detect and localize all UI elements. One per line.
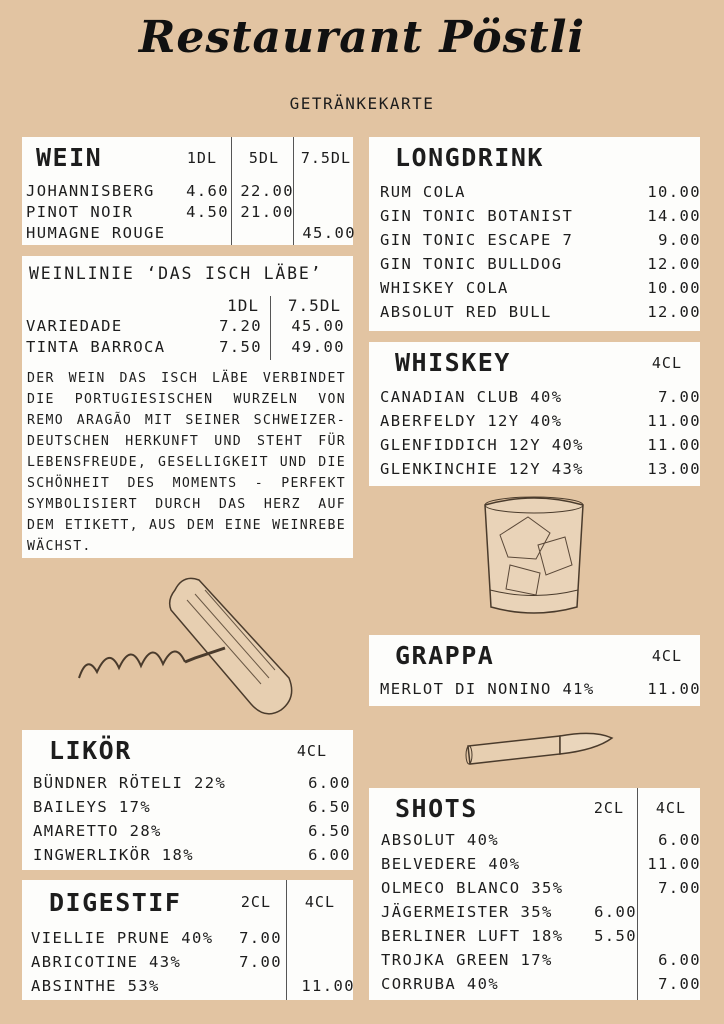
menu-item bbox=[31, 953, 353, 977]
item-price: 6.00 bbox=[658, 951, 701, 969]
item-name: GIN TONIC BULLDOG bbox=[380, 255, 563, 273]
item-name: BELVEDERE 40% bbox=[381, 855, 521, 873]
item-name: VARIEDADE bbox=[26, 317, 123, 335]
item-price: 7.00 bbox=[239, 953, 282, 971]
item-name: ABSINTHE 53% bbox=[31, 977, 160, 995]
item-name: ABERFELDY 12Y 40% bbox=[380, 412, 563, 430]
menu-item bbox=[26, 338, 353, 359]
item-price: 7.50 bbox=[219, 338, 262, 356]
col-header: 2CL bbox=[240, 893, 271, 911]
menu-item bbox=[380, 183, 700, 207]
item-name: TROJKA GREEN 17% bbox=[381, 951, 553, 969]
item-price: 11.00 bbox=[647, 855, 701, 873]
wein-section bbox=[22, 137, 356, 245]
item-name: BERLINER LUFT 18% bbox=[381, 927, 564, 945]
menu-item bbox=[381, 903, 700, 927]
menu-item bbox=[26, 224, 356, 245]
item-name: GIN TONIC BOTANIST bbox=[380, 207, 574, 225]
item-name: VIELLIE PRUNE 40% bbox=[31, 929, 214, 947]
menu-item bbox=[380, 303, 700, 327]
menu-item bbox=[381, 879, 700, 903]
menu-item bbox=[33, 774, 353, 798]
item-name: PINOT NOIR bbox=[26, 203, 134, 221]
bullet-illustration bbox=[464, 724, 614, 770]
item-price: 9.00 bbox=[658, 231, 701, 249]
item-price: 6.50 bbox=[308, 822, 351, 840]
wine-description: DER WEIN DAS ISCH LÄBE VERBINDET DIE PORTUGIESISCHEN WURZELN VON REMO ARAGÃO MIT SEINER SCHWEIZER-DEUTSCHEN HERKUNFT UND STEHT FÜR LEBENSFREUDE, GESELLIGKEIT UND DIE SCHÖNHEIT DES MOMENTS - PERFEKT SYMBOLISIERT DURCH DAS HERZ AUF DEM ETIKETT, AUS DEM EINE WEINREBE WÄCHST. bbox=[27, 371, 346, 554]
menu-item bbox=[33, 798, 353, 822]
menu-item bbox=[381, 951, 700, 975]
item-name: GIN TONIC ESCAPE 7 bbox=[380, 231, 574, 249]
item-price: 11.00 bbox=[301, 977, 355, 995]
longdrink-section bbox=[369, 137, 700, 331]
shots-section bbox=[369, 788, 700, 1000]
item-price: 4.60 bbox=[186, 182, 229, 200]
item-price: 10.00 bbox=[647, 183, 701, 201]
whiskey-section bbox=[369, 342, 700, 486]
col-header: 1DL bbox=[186, 149, 217, 167]
item-name: JÄGERMEISTER 35% bbox=[381, 903, 553, 921]
menu-item bbox=[380, 412, 700, 436]
item-name: HUMAGNE ROUGE bbox=[26, 224, 166, 242]
item-name: ABRICOTINE 43% bbox=[31, 953, 182, 971]
menu-item bbox=[31, 929, 353, 953]
item-name: MERLOT DI NONINO 41% bbox=[380, 680, 595, 698]
menu-item bbox=[381, 831, 700, 855]
item-price: 45.00 bbox=[302, 224, 356, 242]
col-header: 4CL bbox=[304, 893, 335, 911]
item-price: 12.00 bbox=[647, 255, 701, 273]
item-name: OLMECO BLANCO 35% bbox=[381, 879, 564, 897]
section-title: WEINLINIE ‘DAS ISCH LÄBE’ bbox=[29, 264, 323, 283]
col-header: 7.5DL bbox=[287, 296, 341, 315]
item-name: CORRUBA 40% bbox=[381, 975, 500, 993]
corkscrew-illustration bbox=[75, 570, 297, 722]
item-name: WHISKEY COLA bbox=[380, 279, 509, 297]
item-name: ABSOLUT 40% bbox=[381, 831, 500, 849]
menu-item bbox=[26, 203, 353, 224]
col-header: 1DL bbox=[227, 296, 259, 315]
item-price: 7.20 bbox=[219, 317, 262, 335]
item-price: 49.00 bbox=[291, 338, 345, 356]
likoer-section bbox=[22, 730, 353, 870]
item-name: INGWERLIKÖR 18% bbox=[33, 846, 194, 864]
menu-item bbox=[381, 855, 700, 879]
menu-item bbox=[380, 388, 700, 412]
col-header: 4CL bbox=[655, 799, 686, 817]
item-price: 11.00 bbox=[647, 412, 701, 430]
col-header: 4CL bbox=[651, 647, 682, 665]
item-price: 45.00 bbox=[291, 317, 345, 335]
menu-item bbox=[33, 822, 353, 846]
item-name: BÜNDNER RÖTELI 22% bbox=[33, 774, 227, 792]
menu-item bbox=[380, 460, 700, 484]
item-price: 7.00 bbox=[239, 929, 282, 947]
col-header: 4CL bbox=[296, 742, 327, 760]
item-price: 4.50 bbox=[186, 203, 229, 221]
menu-item bbox=[26, 182, 353, 203]
item-price: 6.00 bbox=[308, 774, 351, 792]
item-price: 21.00 bbox=[240, 203, 294, 221]
menu-item bbox=[380, 255, 700, 279]
item-price: 11.00 bbox=[647, 680, 701, 698]
col-header: 2CL bbox=[593, 799, 624, 817]
section-title: GRAPPA bbox=[395, 641, 495, 670]
menu-item bbox=[380, 680, 700, 704]
menu-item bbox=[26, 317, 353, 338]
digestif-section bbox=[22, 880, 353, 1000]
item-name: CANADIAN CLUB 40% bbox=[380, 388, 563, 406]
item-name: RUM COLA bbox=[380, 183, 466, 201]
item-price: 13.00 bbox=[647, 460, 701, 478]
menu-item bbox=[381, 975, 700, 999]
section-title: WEIN bbox=[36, 143, 103, 172]
item-name: ABSOLUT RED BULL bbox=[380, 303, 552, 321]
item-name: GLENKINCHIE 12Y 43% bbox=[380, 460, 584, 478]
item-price: 6.50 bbox=[308, 798, 351, 816]
menu-subtitle: GETRÄNKEKARTE bbox=[289, 94, 435, 113]
whiskey-glass-illustration bbox=[480, 495, 588, 617]
section-title: LONGDRINK bbox=[395, 143, 544, 172]
restaurant-title: Restaurant Pöstli bbox=[138, 12, 586, 63]
item-price: 12.00 bbox=[647, 303, 701, 321]
menu-item bbox=[31, 977, 353, 1001]
item-price: 22.00 bbox=[240, 182, 294, 200]
menu-item bbox=[380, 231, 700, 255]
item-name: TINTA BARROCA bbox=[26, 338, 166, 356]
menu-item bbox=[380, 207, 700, 231]
item-price: 7.00 bbox=[658, 388, 701, 406]
grappa-section bbox=[369, 635, 700, 706]
item-price: 6.00 bbox=[658, 831, 701, 849]
col-header: 5DL bbox=[248, 149, 279, 167]
weinlinie-section bbox=[22, 256, 353, 558]
section-title: DIGESTIF bbox=[49, 888, 182, 917]
item-price: 11.00 bbox=[647, 436, 701, 454]
menu-item bbox=[381, 927, 700, 951]
col-header: 4CL bbox=[651, 354, 682, 372]
item-price: 14.00 bbox=[647, 207, 701, 225]
section-title: SHOTS bbox=[395, 794, 478, 823]
section-title: LIKÖR bbox=[49, 736, 132, 765]
item-name: JOHANNISBERG bbox=[26, 182, 155, 200]
menu-item bbox=[380, 279, 700, 303]
item-name: BAILEYS 17% bbox=[33, 798, 152, 816]
item-price: 6.00 bbox=[308, 846, 351, 864]
item-price: 6.00 bbox=[594, 903, 637, 921]
menu-item bbox=[33, 846, 353, 870]
item-price: 7.00 bbox=[658, 975, 701, 993]
item-price: 5.50 bbox=[594, 927, 637, 945]
item-price: 7.00 bbox=[658, 879, 701, 897]
section-title: WHISKEY bbox=[395, 348, 511, 377]
item-name: AMARETTO 28% bbox=[33, 822, 162, 840]
menu-item bbox=[380, 436, 700, 460]
col-header: 7.5DL bbox=[300, 149, 351, 167]
item-name: GLENFIDDICH 12Y 40% bbox=[380, 436, 584, 454]
item-price: 10.00 bbox=[647, 279, 701, 297]
